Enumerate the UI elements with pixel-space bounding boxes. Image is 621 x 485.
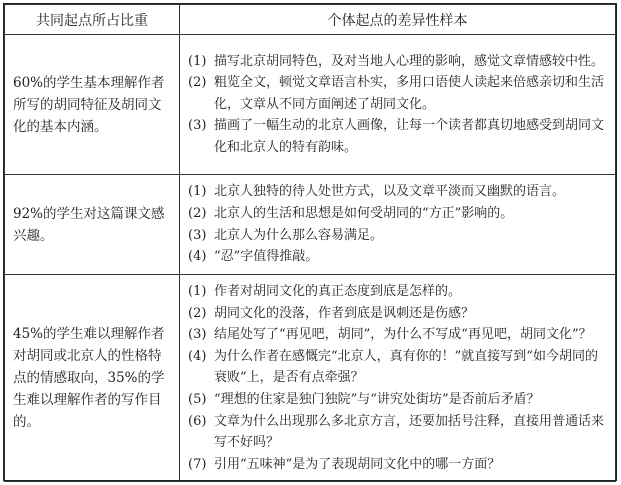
item-text: 北京人为什么那么容易满足。: [214, 227, 384, 243]
list-item: [188, 246, 605, 268]
row-items: [180, 175, 616, 275]
item-text: 文章为什么出现那么多北京方言，还要加括号注释，直接用普通话来写不好吗？: [214, 413, 605, 451]
item-text: 引用“五味神”是为了表现胡同文化中的哪一方面？: [214, 456, 501, 472]
item-text: 描画了一幅生动的北京人画像，让每一个读者都真切地感受到胡同文化和北京人的特有韵味。: [214, 118, 605, 155]
list-item: [188, 281, 605, 303]
table-header-row: [5, 5, 616, 35]
item-text: 胡同文化的没落，作者到底是讽刺还是伤感？: [214, 305, 475, 321]
item-text: 结尾处写了“再见吧，胡同”，为什么不写成“再见吧，胡同文化”？: [214, 327, 592, 343]
item-text: 粗览全文，顿觉文章语言朴实，多用口语使人读起来倍感亲切和生活化，文章从不同方面阐述了胡同文化。: [214, 75, 605, 112]
row-summary: 45%的学生难以理解作者对胡同或北京人的性格特点的情感取向，35%的学生难以理解作者的写作目的。: [5, 275, 180, 482]
list-item: [188, 346, 605, 389]
item-text: 为什么作者在感慨完“北京人，真有你的！”就直接写到“如今胡同的衰败”上，是否有点牵强？: [214, 348, 598, 386]
header-individual-samples: 个体起点的差异性样本: [180, 5, 616, 35]
item-number: (3): [188, 118, 207, 134]
item-text: 北京人独特的待人处世方式，以及文章平淡而又幽默的语言。: [214, 184, 566, 200]
list-item: [188, 72, 605, 115]
item-text: 作者对胡同文化的真正态度到底是怎样的。: [214, 284, 462, 299]
row-summary: 60%的学生基本理解作者所写的胡同特征及胡同文化的基本内涵。: [5, 35, 180, 175]
list-item: [188, 115, 605, 158]
item-text: “忍”字值得推敲。: [214, 249, 319, 265]
item-number: (7): [188, 456, 207, 472]
item-number: (4): [188, 348, 207, 364]
list-item: [188, 181, 605, 203]
item-text: “理想的住家是独门独院”与“讲究处街坊”是否前后矛盾？: [214, 391, 540, 407]
list-item: [188, 225, 605, 247]
table-row: [5, 175, 616, 275]
list-item: [188, 303, 605, 325]
row-summary: 92%的学生对这篇课文感兴趣。: [5, 175, 180, 275]
item-number: (3): [188, 327, 207, 343]
item-text: 描写北京胡同特色，及对当地人心理的影响，感觉文章情感较中性。: [214, 53, 605, 69]
item-number: (5): [188, 391, 207, 407]
list-item: [188, 324, 605, 346]
item-number: (2): [188, 205, 207, 221]
list-item: [188, 411, 605, 454]
list-item: [188, 51, 605, 73]
row-items: [180, 275, 616, 482]
list-item: [188, 389, 605, 411]
item-number: (6): [188, 413, 207, 429]
comparison-table-frame: [3, 3, 617, 481]
row-items: [180, 35, 616, 175]
item-text: 北京人的生活和思想是如何受胡同的“方正”影响的。: [214, 205, 514, 221]
item-number: (1): [188, 284, 207, 299]
table-row: [5, 275, 616, 482]
comparison-table: [4, 4, 616, 482]
item-number: (2): [188, 305, 207, 321]
table-row: [5, 35, 616, 175]
header-shared-proportion: 共同起点所占比重: [5, 5, 180, 35]
item-number: (1): [188, 184, 207, 200]
list-item: [188, 203, 605, 225]
item-number: (4): [188, 249, 207, 265]
item-number: (2): [188, 75, 207, 91]
item-number: (1): [188, 53, 207, 69]
item-number: (3): [188, 227, 207, 243]
list-item: [188, 454, 605, 476]
